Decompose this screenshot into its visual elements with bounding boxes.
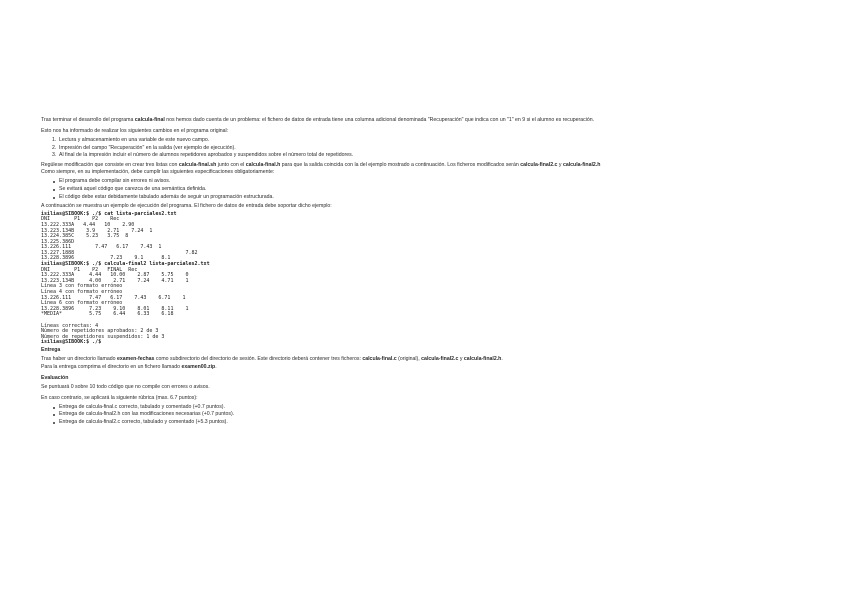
list-item: 2. Impresión del campo "Recuperación" en la salida (ver ejemplo de ejecución). — [52, 144, 236, 151]
terminal-line: 13.223.134B 3.9 2.71 7.24 1 — [41, 227, 153, 234]
document-body — [41, 117, 701, 427]
terminal-line: Línea 6 con formato erróneo — [41, 300, 123, 307]
terminal-output — [41, 212, 701, 346]
changes-intro: Esto nos ha informado de realizar los siguientes cambios en el programa original: — [41, 127, 229, 134]
intro-text: Tras terminar el desarrollo del programa — [41, 117, 135, 123]
terminal-line: 13.227.1888 7.82 — [41, 249, 198, 256]
modification-paragraph: Regúlese modificación que consiste en crear tres listas con calcula-final.sh junto con el calcula-final.h para que la salida coincida con la del ejemplo mostrado a continuación. Los ficheros modificados serán calcula-final2.c y calcula-final2.h — [41, 161, 601, 168]
terminal-line: 13.228.3896 7.23 9.10 8.01 8.11 1 — [41, 305, 189, 312]
terminal-line: 13.226.111 7.47 6.17 7.43 1 — [41, 244, 162, 251]
terminal-line: 13.228.3896 7.23 9.1 8.1 — [41, 255, 171, 262]
terminal-line: Línea 3 con formato erróneo — [41, 283, 123, 290]
evaluation-p2: En caso contrario, se aplicará la siguiente rúbrica (max. 6.7 puntos): — [41, 394, 198, 401]
specs-list — [41, 178, 701, 201]
terminal-line: isilias@SIBOOK:$ ./$ calcula-final2 lista-parciales2.txt — [41, 261, 210, 268]
list-item: 1. Lectura y almacenamiento en una variable de este nuevo campo. — [52, 136, 210, 143]
list-item: Entrega de calcula-final2.c correcto, tabulado y comentado (+5.3 puntos). — [41, 419, 701, 427]
list-item: Se evitará aquel código que carezca de una semántica definida. — [41, 186, 701, 194]
terminal-line: isilias@SIBOOK:$ ./$ — [41, 339, 102, 346]
program-name: calcula-final — [134, 117, 165, 123]
intro-paragraph — [41, 117, 701, 125]
terminal-line: 13.222.333A 4.44 10 2.90 — [41, 221, 135, 228]
example-intro: A continuación se muestra un ejemplo de ejecución del programa. El fichero de datos de entrada debe soportar dicho ejemplo: — [41, 203, 332, 210]
terminal-line: Número de repetidores suspendidos: 1 de 3 — [41, 333, 165, 340]
evaluation-heading: Evaluación — [41, 374, 69, 381]
terminal-line: 13.226.111 7.47 6.17 7.43 6.71 1 — [41, 294, 186, 301]
delivery-paragraph: Tras haber un directorio llamado examen-fechas como subdirectorio del directorio de sesión. Este directorio deberá contener tres ficheros: calcula-final.c (original), calcula-final2.c y calcula-final2.h. — [41, 356, 503, 363]
terminal-line: Línea 4 con formato erróneo — [41, 289, 123, 296]
rubric-list — [41, 404, 701, 427]
terminal-line: *MEDIA* 5.75 6.44 6.33 6.18 — [41, 311, 174, 318]
terminal-line: Líneas correctas: 4 — [41, 322, 99, 329]
terminal-line: Número de repetidores aprobados: 2 de 3 — [41, 328, 159, 335]
evaluation-p1: Se puntuará 0 sobre 10 todo código que no compile con errores o avisos. — [41, 383, 210, 390]
terminal-line: 13.225.386D — [41, 238, 75, 245]
intro-text-cont: nos hemos dado cuenta de un problema: el fichero de datos de entrada tiene una columna adicional denominada "Recuperación" que indica con un "1" en 9 si el alumno es recuperación. — [164, 117, 595, 123]
terminal-line: 13.224.385C 5.23 3.75 8 — [41, 233, 129, 240]
delivery-zip: Para la entrega comprima el directorio en un fichero llamado examen00.zip. — [41, 363, 217, 370]
terminal-line: isilias@SIBOOK:$ ./$ cat lista-parciales2.txt — [41, 210, 177, 217]
terminal-line: DNI P1 P2 Rec — [41, 216, 120, 223]
delivery-heading: Entrega — [41, 346, 61, 353]
list-item: 3. Al final de la impresión incluir el número de alumnos repetidores aprobados y suspendidos sobre el número total de repetidores. — [52, 152, 354, 159]
list-item: Entrega de calcula-final.c correcto, tabulado y comentado (+0.7 puntos). — [41, 404, 701, 412]
list-item: El código debe estar debidamente tabulado además de seguir un programación estructurada. — [41, 194, 701, 202]
terminal-line: 13.223.134B 4.00 2.71 7.24 4.71 1 — [41, 277, 189, 284]
list-item: El programa debe compilar sin errores ni avisos. — [41, 178, 701, 186]
changes-list — [41, 137, 701, 160]
specs-intro: Como siempre, en su implementación, debe cumplir las siguientes especificaciones obligatoriamente: — [41, 169, 275, 176]
list-item: Entrega de calcula-final2.h con las modificaciones necesarias (+0.7 puntos). — [41, 411, 701, 419]
terminal-line: DNI P1 P2 FINAL Rec — [41, 266, 138, 273]
terminal-line: 13.222.333A 4.44 10.00 2.87 5.75 0 — [41, 272, 189, 279]
